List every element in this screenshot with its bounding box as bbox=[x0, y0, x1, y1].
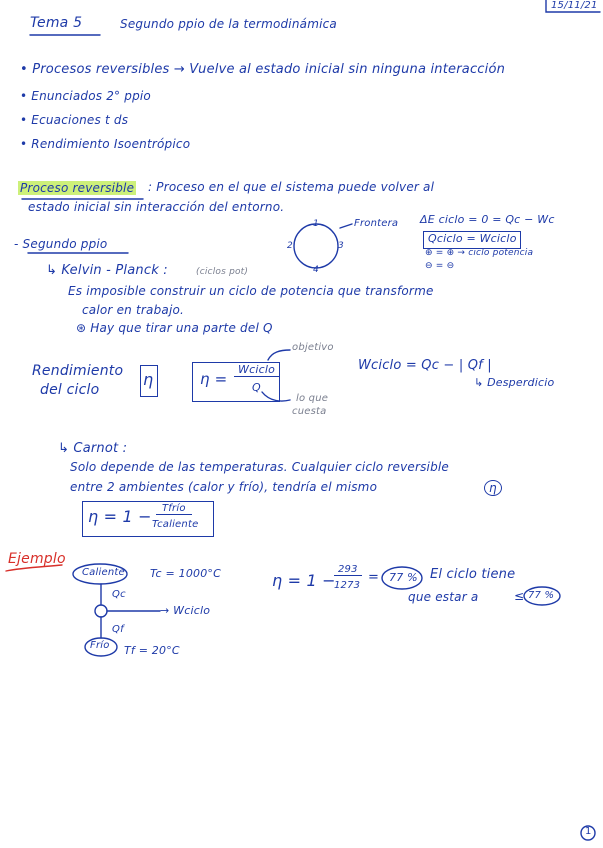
example-equals: = bbox=[368, 570, 380, 585]
cycle-state-3: 3 bbox=[338, 241, 344, 251]
kelvin-planck: ↳ Kelvin - Planck : bbox=[46, 263, 168, 278]
reversible-def-line1: : Proceso en el que el sistema puede volver al bbox=[148, 180, 435, 194]
rendimiento-label-l2: del ciclo bbox=[40, 382, 100, 398]
frontera-label: Frontera bbox=[354, 218, 399, 229]
segundo-heading: - Segundo ppio bbox=[14, 237, 108, 251]
reversible-term bbox=[18, 181, 136, 195]
tema-label: Tema 5 bbox=[30, 15, 83, 31]
outline-item: • Ecuaciones t ds bbox=[20, 113, 129, 127]
outline-item: • Procesos reversibles → Vuelve al estado inicial sin ninguna interacción bbox=[20, 62, 506, 77]
cycle-state-2: 2 bbox=[287, 241, 293, 251]
carnot-denominator: Tcaliente bbox=[152, 519, 199, 530]
example-eta-lhs: η = 1 − bbox=[272, 571, 336, 590]
kelvin-note: (ciclos pot) bbox=[196, 267, 249, 277]
tc-value: Tc = 1000°C bbox=[150, 567, 221, 580]
carnot-line2: entre 2 ambientes (calor y frío), tendría el mismo bbox=[70, 480, 378, 494]
date: 15/11/21 bbox=[551, 0, 598, 11]
engine-circle bbox=[95, 605, 107, 617]
kelvin-statement-l1: Es imposible construir un ciclo de potencia que transforme bbox=[68, 284, 434, 298]
q-w-equation: Qciclo = Wciclo bbox=[428, 232, 517, 245]
carnot-eta-circled: η bbox=[484, 480, 502, 496]
efficiency-numerator: Wciclo bbox=[234, 363, 279, 377]
page-title: Segundo ppio de la termodinámica bbox=[120, 17, 337, 31]
objetivo-arrow bbox=[268, 350, 290, 360]
efficiency-denominator: Q bbox=[252, 381, 261, 394]
qf-label: Qf bbox=[112, 624, 124, 635]
frio-label: Frío bbox=[90, 640, 110, 651]
cycle-state-4: 4 bbox=[313, 265, 319, 275]
carnot-line1: Solo depende de las temperaturas. Cualquier ciclo reversible bbox=[70, 460, 450, 474]
energy-equation: ΔE ciclo = 0 = Qc − Wc bbox=[420, 213, 555, 226]
page-number: 1 bbox=[585, 826, 592, 837]
objetivo-note: objetivo bbox=[292, 342, 334, 353]
wciclo-label: → Wciclo bbox=[160, 604, 211, 617]
efficiency-lhs: η = bbox=[200, 370, 228, 388]
rendimiento-label-l1: Rendimiento bbox=[32, 363, 124, 379]
qc-label: Qc bbox=[112, 589, 126, 600]
example-text-l2a: que estar a bbox=[408, 590, 479, 604]
frontera-arrow bbox=[340, 224, 352, 228]
kelvin-statement-l3: ⊛ Hay que tirar una parte del Q bbox=[76, 321, 273, 335]
example-text-l2b: ≤ bbox=[514, 589, 525, 603]
reversible-highlight: Proceso reversible bbox=[20, 181, 135, 195]
carnot-heading: ↳ Carnot : bbox=[58, 441, 128, 456]
example-numerator: 293 bbox=[334, 564, 362, 576]
reversible-def-line2: estado inicial sin interacción del entorno. bbox=[28, 200, 285, 214]
cycle-state-1: 1 bbox=[313, 219, 319, 229]
ejemplo-heading: Ejemplo bbox=[8, 551, 66, 567]
w-cycle-equation: Wciclo = Qc − | Qf | bbox=[358, 358, 492, 373]
example-text-l1: El ciclo tiene bbox=[430, 567, 516, 582]
kelvin-statement-l2: calor en trabajo. bbox=[82, 303, 185, 317]
outline-item: • Rendimiento Isoentrópico bbox=[20, 137, 191, 151]
example-result: 77 % bbox=[389, 571, 418, 584]
outline-item: • Enunciados 2° ppio bbox=[20, 89, 151, 103]
cycle-circle bbox=[294, 224, 338, 268]
example-text-l2c: 77 % bbox=[528, 590, 555, 601]
signs-row-1: ⊕ = ⊕ → ciclo potencia bbox=[425, 248, 534, 258]
eta-symbol: η bbox=[143, 370, 154, 389]
cuesta-note-l1: lo que bbox=[296, 393, 329, 404]
tf-value: Tf = 20°C bbox=[124, 644, 180, 657]
carnot-formula-lhs: η = 1 − bbox=[88, 507, 152, 526]
caliente-label: Caliente bbox=[82, 567, 125, 578]
cuesta-note-l2: cuesta bbox=[292, 406, 327, 417]
signs-row-2: ⊖ = ⊖ bbox=[425, 261, 455, 271]
example-denominator: 1273 bbox=[334, 580, 361, 591]
desperdicio-note: ↳ Desperdicio bbox=[474, 376, 555, 389]
carnot-numerator: Tfrío bbox=[156, 503, 192, 515]
